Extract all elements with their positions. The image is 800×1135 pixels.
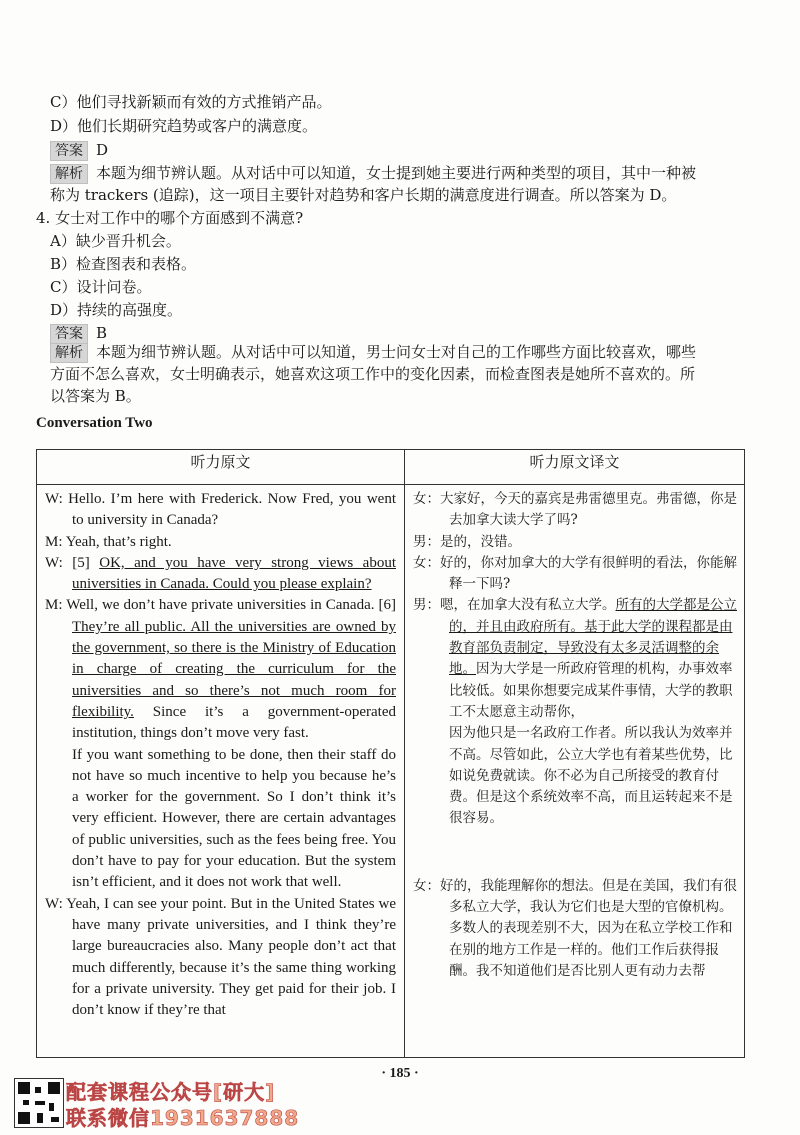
q3-analysis-line1: 本题为细节辨认题。从对话中可以知道，女士提到她主要进行两种类型的项目，其中一种被 bbox=[96, 164, 697, 182]
q4-analysis bbox=[50, 341, 750, 407]
en-p5: If you want something to be done, then their staff do not have so much incentive to help you because he’s a worker for the government. So I don’t think it’s very efficient. However, there are certain advantages of public universities, such as the fees being free. You don’t have to pay for your education. But the system isn’t efficient, and it does not work that well. bbox=[72, 746, 396, 891]
zh-p4: 男：嗯，在加拿大没有私立大学。所有的大学都是公立的，并且由政府所有。基于此大学的课程都是由教育部负责制定，导致没有太多灵活调整的余地。因为大学是一所政府管理的机构，办事效率比较低。如果你想要完成某件事情，大学的教职工不太愿意主动帮你， bbox=[413, 597, 737, 720]
q4-analysis-line1: 本题为细节辨认题。从对话中可以知道，男士问女士对自己的工作哪些方面比较喜欢，哪些 bbox=[96, 343, 697, 361]
zh-p5: 因为他只是一名政府工作者。所以我认为效率并不高。尽管如此，公立大学也有着某些优势，比如说免费就读。你不必为自己所接受的教育付费。但是这个系统效率不高，而且运转起来不是很容易。 bbox=[449, 725, 733, 827]
q3-option-d: D）他们长期研究趋势或客户的满意度。 bbox=[50, 117, 318, 135]
q3-answer-row bbox=[50, 139, 108, 161]
header-original: 听力原文 bbox=[37, 450, 405, 485]
zh-p3: 女：好的，你对加拿大的大学有很鲜明的看法，你能解释一下吗? bbox=[413, 554, 737, 593]
zh-p4-underlined: 所有的大学都是公立的，并且由政府所有。基于此大学的课程都是由教育部负责制定，导致没有太多灵活调整的余地。 bbox=[449, 597, 737, 678]
en-p4-underlined: They’re all public. All the universities are owned by the government, so there is the Ministry of Education in charge of creating the curriculum for the universities and so there’s not much room for flexibility. bbox=[72, 618, 396, 720]
en-p3: W: [5] OK, and you have very strong views about universities in Canada. Could you please explain? bbox=[45, 554, 396, 593]
qr-code-icon bbox=[14, 1078, 64, 1128]
english-transcript bbox=[37, 485, 405, 1058]
page-number: · 185 · bbox=[381, 1066, 419, 1081]
q4-analysis-line3: 以答案为 B。 bbox=[50, 387, 141, 405]
watermark-line1: 配套课程公众号[研大] bbox=[66, 1080, 276, 1104]
q3-option-c: C）他们寻找新颖而有效的方式推销产品。 bbox=[50, 93, 332, 111]
analysis-tag: 解析 bbox=[50, 164, 88, 184]
analysis-tag: 解析 bbox=[50, 343, 88, 363]
en-p6: W: Yeah, I can see your point. But in the United States we have many private universities, and I think they’re large bureaucracies also. Many people don’t act that much differently, because it’s the same thing working for a private university. They get paid for their job. I don’t know if they’re that bbox=[45, 895, 396, 1019]
watermark-line2: 联系微信1931637888 bbox=[66, 1106, 300, 1130]
en-p1: W: Hello. I’m here with Frederick. Now Fred, you went to university in Canada? bbox=[45, 491, 396, 529]
q4-answer: B bbox=[96, 324, 108, 342]
en-p3-underlined: OK, and you have very strong views about universities in Canada. Could you please explain? bbox=[72, 554, 396, 593]
q4-option-d: D）持续的高强度。 bbox=[50, 301, 183, 319]
zh-p1: 女：大家好，今天的嘉宾是弗雷德里克。弗雷德，你是去加拿大读大学了吗? bbox=[413, 491, 737, 529]
answer-tag: 答案 bbox=[50, 324, 88, 344]
header-translation: 听力原文译文 bbox=[405, 450, 745, 485]
q4-option-c: C）设计问卷。 bbox=[50, 278, 152, 296]
zh-p2: 男：是的，没错。 bbox=[413, 533, 521, 550]
section-title: Conversation Two bbox=[36, 415, 153, 431]
q4-analysis-line2: 方面不怎么喜欢，女士明确表示，她喜欢这项工作中的变化因素，而检查图表是她所不喜欢的。所 bbox=[50, 365, 696, 383]
answer-tag: 答案 bbox=[50, 141, 88, 161]
en-p4: M: Well, we don’t have private universities in Canada. [6] They’re all public. All the universities are owned by the government, so there is the Ministry of Education in charge of creating the curriculum for the universities and so there’s not much room for flexibility. Since it’s a government-operated institution, things don’t move very fast. bbox=[45, 597, 396, 742]
q4-option-b: B）检查图表和表格。 bbox=[50, 255, 197, 273]
q3-answer: D bbox=[96, 141, 109, 159]
q3-analysis-line2: 称为 trackers (追踪)，这一项目主要针对趋势和客户长期的满意度进行调查。所以答案为 D。 bbox=[50, 186, 677, 204]
en-p2: M: Yeah, that’s right. bbox=[45, 533, 172, 550]
chinese-translation bbox=[405, 485, 745, 1058]
zh-p6: 女：好的，我能理解你的想法。但是在美国，我们有很多私立大学，我认为它们也是大型的官僚机构。多数人的表现差别不大，因为在私立学校工作和在别的地方工作是一样的。他们工作后获得报酬。我不知道他们是否比别人更有动力去帮 bbox=[413, 877, 737, 979]
q3-analysis bbox=[50, 162, 750, 206]
q4-question: 4. 女士对工作中的哪个方面感到不满意? bbox=[36, 209, 304, 227]
q4-option-a: A）缺少晋升机会。 bbox=[50, 232, 181, 250]
transcript-table bbox=[36, 449, 745, 1058]
